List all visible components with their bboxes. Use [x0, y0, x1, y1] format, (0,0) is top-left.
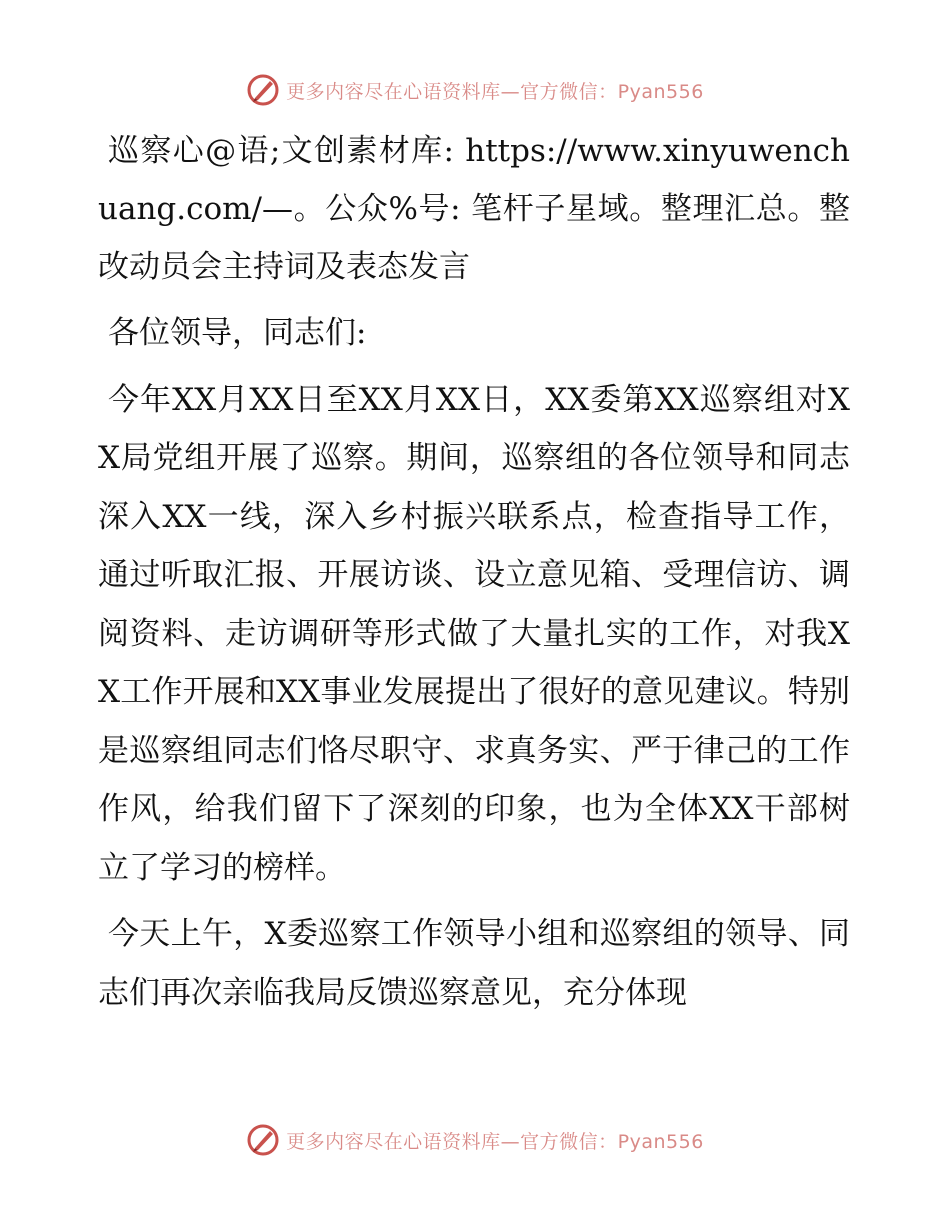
header-banner [0, 70, 950, 110]
footer-banner-text: 更多内容尽在心语资料库—官方微信：Pyan556 [286, 1130, 704, 1153]
quill-logo-icon [246, 73, 280, 107]
quill-logo-icon [246, 1123, 280, 1157]
body-paragraph-1: 今年XX月XX日至XX月XX日，XX委第XX巡察组对XX局党组开展了巡察。期间，巡察组的各位领导和同志深入XX一线，深入乡村振兴联系点，检查指导工作，通过听取汇报、开展访谈、设立意见箱、受理信访、调阅资料、走访调研等形式做了大量扎实的工作，对我XX工作开展和XX事业发展提出了很好的意见建议。特别是巡察组同志们恪尽职守、求真务实、严于律己的工作作风，给我们留下了深刻的印象，也为全体XX干部树立了学习的榜样。 [98, 381, 850, 886]
header-banner-text: 更多内容尽在心语资料库—官方微信：Pyan556 [286, 80, 704, 103]
document-body [98, 122, 850, 1030]
document-title-block: 巡察心@语;文创素材库: https://www.xinyuwenchuang.com/—。公众%号: 笔杆子星域。整理汇总。整改动员会主持词及表态发言 [98, 133, 850, 285]
footer-banner [0, 1120, 950, 1160]
salutation-paragraph: 各位领导，同志们: [108, 315, 367, 351]
body-paragraph-2: 今天上午，X委巡察工作领导小组和巡察组的领导、同志们再次亲临我局反馈巡察意见，充分体现 [98, 916, 850, 1011]
